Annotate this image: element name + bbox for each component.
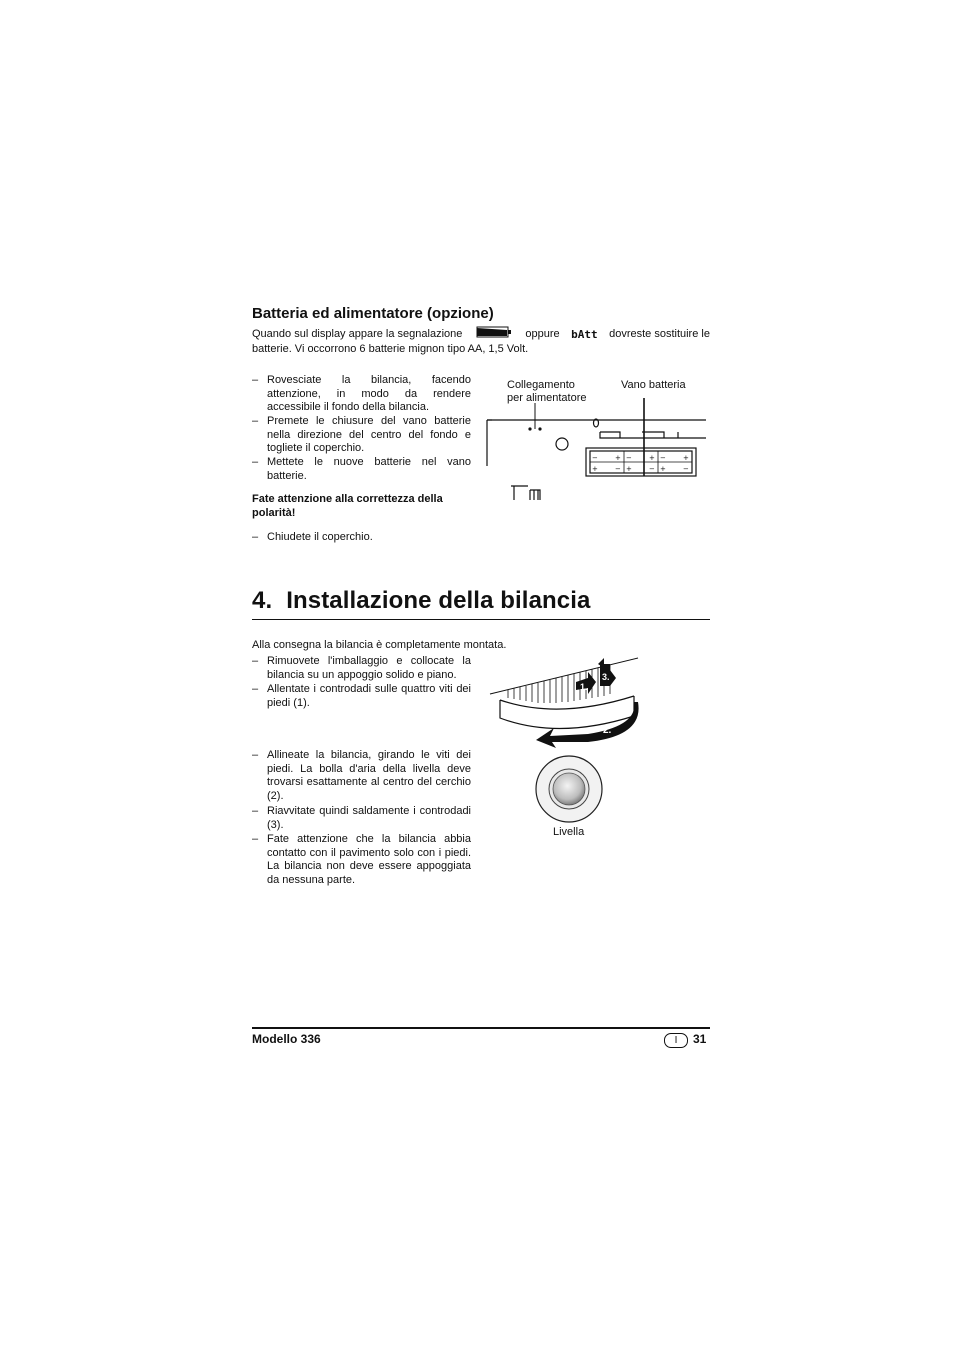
label-battery-compartment: Vano batteria xyxy=(621,379,686,391)
svg-text:3.: 3. xyxy=(602,672,610,682)
leveling-foot-diagram xyxy=(488,656,640,750)
svg-text:+: + xyxy=(615,454,621,462)
svg-text:2.: 2. xyxy=(603,725,612,736)
batt-display-symbol: bAtt xyxy=(571,327,598,341)
footer-rule xyxy=(252,1027,710,1029)
svg-text:1.: 1. xyxy=(580,682,588,692)
svg-text:−: − xyxy=(615,465,621,473)
svg-text:+: + xyxy=(626,465,632,473)
chapter-rule xyxy=(252,619,710,620)
battery-compartment-diagram xyxy=(484,398,710,504)
svg-text:−: − xyxy=(592,454,598,462)
page-number: 31 xyxy=(693,1032,707,1046)
level-label: Livella xyxy=(553,826,585,838)
svg-text:−: − xyxy=(649,465,655,473)
svg-text:+: + xyxy=(649,454,655,462)
spirit-level-icon xyxy=(534,754,604,824)
svg-text:+: + xyxy=(592,465,598,473)
svg-text:−: − xyxy=(660,454,666,462)
section-title: Batteria ed alimentatore (opzione) xyxy=(252,305,494,322)
battery-low-icon xyxy=(476,326,512,343)
svg-text:+: + xyxy=(660,465,666,473)
polarity-warning: Fate attenzione alla correttezza della polarità! xyxy=(252,493,443,519)
chapter-intro: Alla consegna la bilancia è completamente montata. xyxy=(252,639,507,651)
chapter-title: 4. Installazione della bilancia xyxy=(252,587,591,614)
section-intro: Quando sul display appare la segnalazione oppure bAtt dovreste sostituire le batterie. Vi occorrono 6 batterie mignon tipo AA, 1,5 Volt. xyxy=(252,327,710,355)
svg-text:−: − xyxy=(683,465,689,473)
label-power-connection: Collegamento per alimentatore xyxy=(507,379,587,404)
language-badge: I xyxy=(664,1033,688,1048)
svg-text:+: + xyxy=(683,454,689,462)
svg-text:−: − xyxy=(626,454,632,462)
footer-model: Modello 336 xyxy=(252,1032,321,1046)
